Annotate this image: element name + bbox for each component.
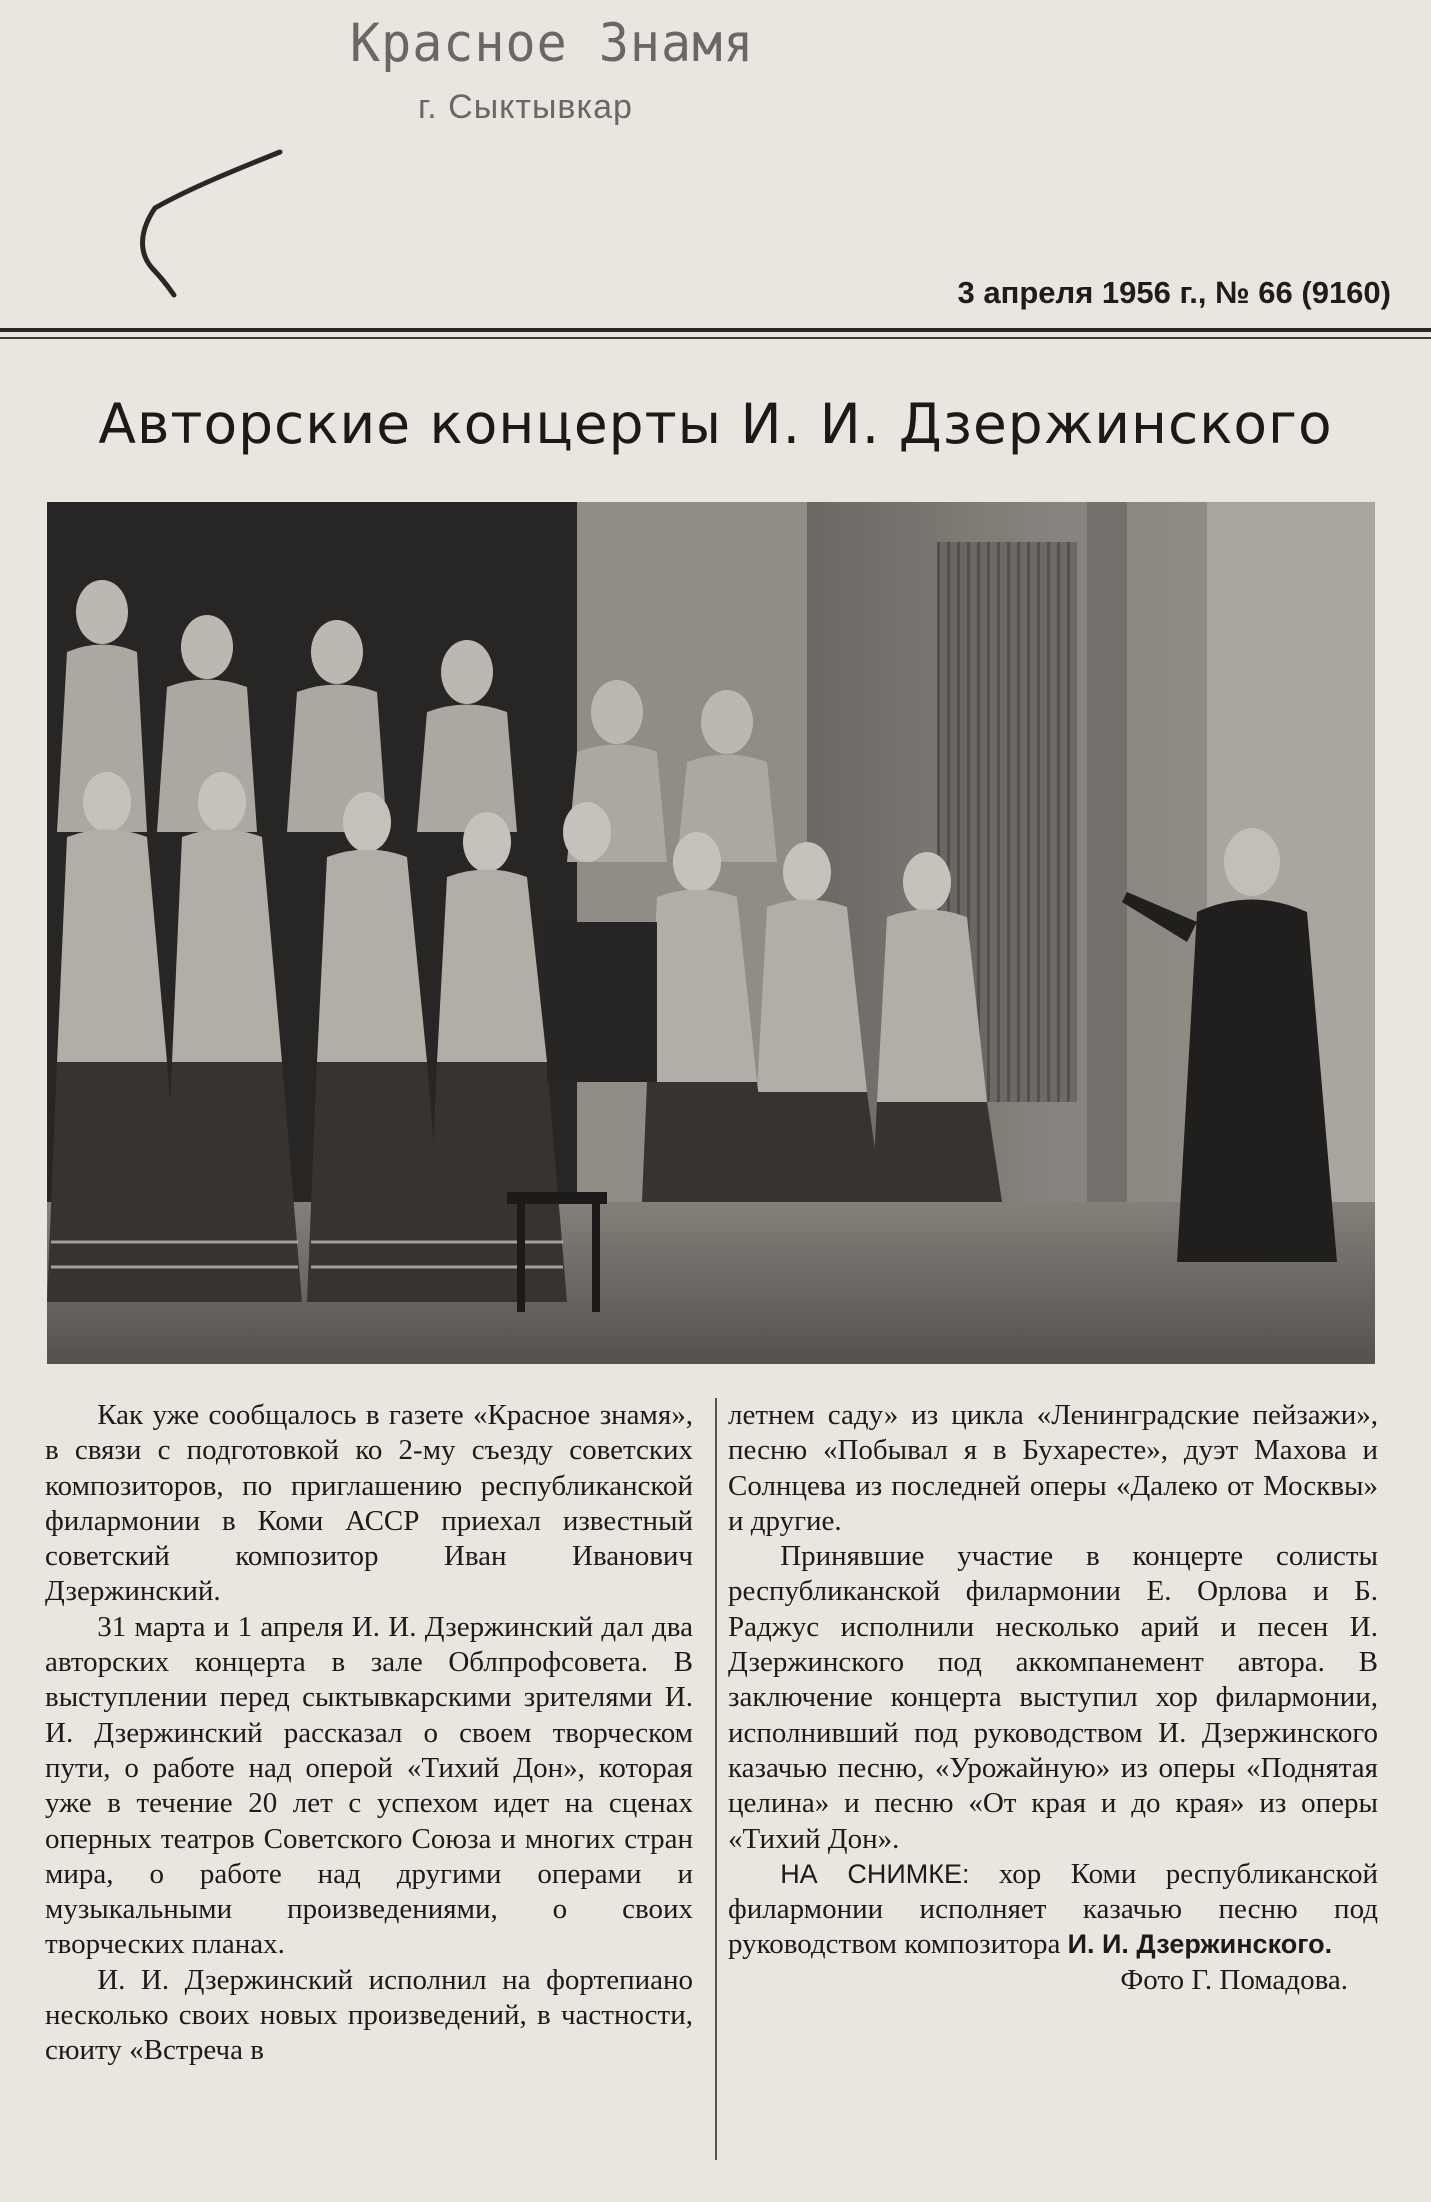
article-headline: Авторские концерты И. И. Дзержинского bbox=[98, 392, 1333, 456]
stamp-city: г. Сыктывкар bbox=[418, 88, 633, 126]
masthead-rule bbox=[0, 328, 1431, 332]
photo-caption bbox=[728, 1857, 1378, 1963]
article-paragraph: И. И. Дзержинский исполнил на фортепиано несколько своих новых произведений, в частности, сюиту «Встреча в bbox=[45, 1963, 693, 2067]
photo-credit: Фото Г. Помадова. bbox=[1120, 1963, 1348, 1996]
stamp-newspaper-name: Красное Знамя bbox=[350, 12, 755, 74]
caption-text: хор Коми республиканской филармонии исполняет казачью песню под руководством композитора bbox=[728, 1857, 1378, 1961]
handwritten-mark bbox=[130, 140, 290, 300]
article-paragraph: летнем саду» из цикла «Ленинградские пейзажи», песню «Побывал я в Бухаресте», дуэт Махова и Солнцева из последней оперы «Далеко от Москвы» и другие. bbox=[728, 1399, 1378, 1537]
choir-photo-illustration bbox=[47, 502, 1375, 1364]
article-column-left bbox=[45, 1398, 693, 2069]
article-body bbox=[45, 1398, 1405, 2158]
column-divider bbox=[715, 1398, 717, 2160]
caption-lead: НА СНИМКЕ: bbox=[780, 1858, 970, 1889]
masthead-rule-thin bbox=[0, 337, 1431, 339]
article-column-right bbox=[728, 1398, 1378, 1998]
choir-photograph bbox=[47, 502, 1375, 1364]
article-paragraph: 31 марта и 1 апреля И. И. Дзержинский дал два авторских концерта в зале Облпрофсовета. В выступлении перед сыктывкарскими зрителями И. И. Дзержинский рассказал о своем творческом пути, о работе над оперой «Тихий Дон», которая уже в течение 20 лет с успехом идет на сценах оперных театров Советского Союза и многих стран мира, о работе над другими операми и музыкальными произведениями, о своих творческих планах. bbox=[45, 1610, 693, 1961]
issue-dateline: 3 апреля 1956 г., № 66 (9160) bbox=[957, 275, 1391, 310]
caption-name: И. И. Дзержинского. bbox=[1067, 1929, 1333, 1960]
article-paragraph: Принявшие участие в концерте солисты республиканской филармонии Е. Орлова и Б. Раджус исполнили несколько арий и песен И. Дзержинского под аккомпанемент автора. В заключение концерта выступил хор филармонии, исполнивший под руководством И. Дзержинского казачью песню, «Урожайную» из оперы «Поднятая целина» и песню «От края и до края» из оперы «Тихий Дон». bbox=[728, 1540, 1378, 1855]
article-paragraph: Как уже сообщалось в газете «Красное знамя», в связи с подготовкой ко 2-му съезду советских композиторов, по приглашению республиканской филармонии в Коми АССР приехал известный советский композитор Иван Иванович Дзержинский. bbox=[45, 1399, 693, 1608]
